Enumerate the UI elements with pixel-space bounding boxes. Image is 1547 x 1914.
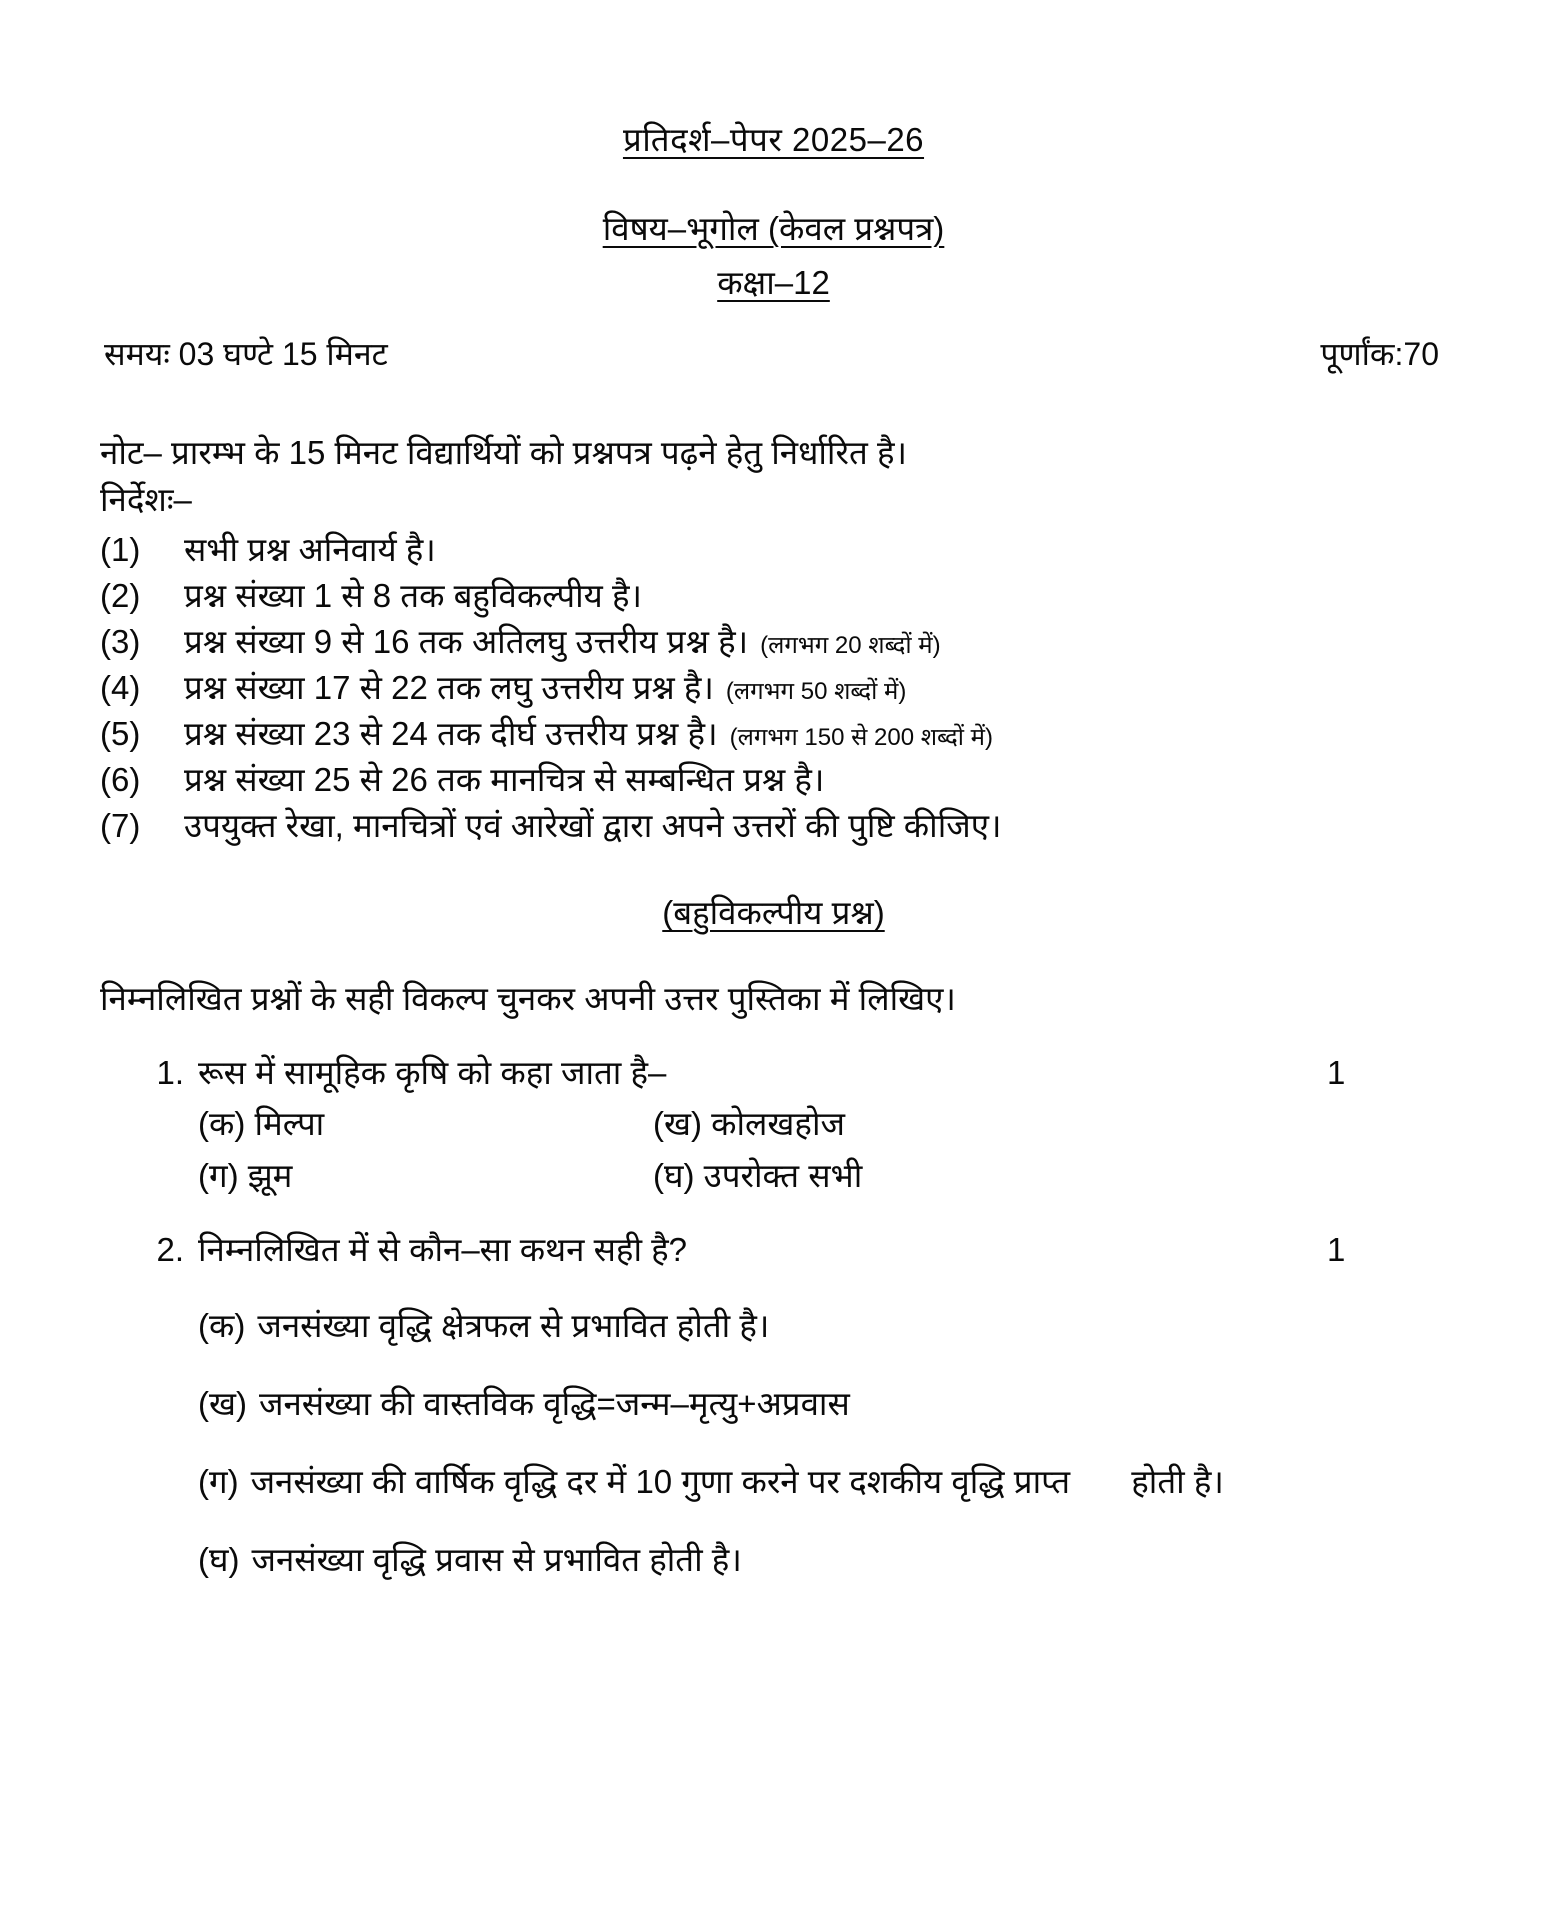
instruction-main: प्रश्न संख्या 17 से 22 तक लघु उत्तरीय प्रश्न है।: [184, 668, 714, 706]
class-heading: [100, 261, 1447, 306]
section-lead-instruction: निम्नलिखित प्रश्नों के सही विकल्प चुनकर अपनी उत्तर पुस्तिका में लिखिए।: [100, 980, 956, 1018]
page-title-text: प्रतिदर्श–पेपर 2025–26: [622, 121, 925, 158]
instruction-main: उपयुक्त रेखा, मानचित्रों एवं आरेखों द्वारा अपने उत्तरों की पुष्टि कीजिए।: [184, 806, 1002, 844]
option-row: [100, 1101, 1447, 1147]
question-heading: [100, 1228, 1447, 1273]
instruction-item: [100, 804, 1447, 848]
option-label: [251, 1458, 1241, 1506]
instruction-item: [100, 758, 1447, 802]
option-label: जनसंख्या वृद्धि प्रवास से प्रभावित होती है।: [251, 1540, 742, 1578]
question-marks: 1: [1327, 1230, 1346, 1268]
class-heading-text: कक्षा–12: [717, 264, 830, 302]
option-tag: (ख): [653, 1105, 702, 1143]
exam-duration: समयः 03 घण्टे 15 मिनट: [104, 335, 388, 372]
instruction-note: (लगभग 150 से 200 शब्दों में): [729, 723, 994, 751]
instruction-main: प्रश्न संख्या 25 से 26 तक मानचित्र से सम्बन्धित प्रश्न है।: [184, 760, 825, 798]
option-tag: (घ): [653, 1157, 695, 1195]
reading-time-note: नोट– प्रारम्भ के 15 मिनट विद्यार्थियों को प्रश्नपत्र पढ़ने हेतु निर्धारित है।: [100, 433, 907, 471]
option-label-line1: जनसंख्या की वार्षिक वृद्धि दर में 10 गुणा करने पर दशकीय वृद्धि प्राप्त: [250, 1462, 1071, 1500]
instruction-number: (3): [100, 623, 141, 661]
option-row: [100, 1153, 1447, 1199]
question-text: निम्नलिखित में से कौन–सा कथन सही है?: [198, 1230, 688, 1268]
instruction-text: [184, 758, 1447, 802]
question-text: रूस में सामूहिक कृषि को कहा जाता है–: [198, 1053, 667, 1091]
question-heading: [100, 1051, 1447, 1096]
option-tag: (ग): [198, 1462, 239, 1500]
instruction-item: [100, 574, 1447, 618]
option-label: उपरोक्त सभी: [703, 1157, 863, 1195]
instruction-number: (2): [100, 577, 141, 615]
instruction-text: [184, 804, 1447, 848]
instruction-text: [184, 666, 1447, 710]
option-list: [100, 1302, 1447, 1583]
instruction-text: [184, 712, 1447, 756]
subject-heading: [100, 207, 1447, 252]
option-label: जनसंख्या वृद्धि क्षेत्रफल से प्रभावित होती है।: [257, 1307, 770, 1345]
instruction-number: (7): [100, 806, 141, 844]
option-item[interactable]: [198, 1153, 653, 1199]
instruction-main: सभी प्रश्न अनिवार्य है।: [184, 531, 436, 569]
instruction-text: [184, 574, 1447, 618]
option-label: जनसंख्या की वास्तविक वृद्धि=जन्म–मृत्यु+अप्रवास: [258, 1384, 850, 1422]
exam-meta-row: [100, 332, 1447, 375]
option-tag: (ख): [198, 1384, 247, 1422]
question-marks: 1: [1327, 1053, 1346, 1091]
instruction-item: [100, 666, 1447, 710]
option-tag: (घ): [198, 1540, 240, 1578]
instruction-main: प्रश्न संख्या 9 से 16 तक अतिलघु उत्तरीय प्रश्न है।: [184, 623, 749, 661]
instruction-text: [184, 528, 1447, 572]
option-tag: (क): [198, 1105, 246, 1143]
instruction-item: [100, 528, 1447, 572]
option-item[interactable]: [198, 1380, 1447, 1428]
instruction-text: [184, 620, 1447, 664]
question-number: 1.: [156, 1053, 184, 1091]
instruction-number: (5): [100, 714, 141, 752]
question-block: [100, 1051, 1447, 1200]
option-item[interactable]: [198, 1302, 1447, 1350]
exam-total-marks: पूर्णांक:70: [1320, 335, 1439, 372]
option-label: मिल्पा: [254, 1105, 325, 1143]
instruction-number: (1): [100, 531, 141, 569]
directions-label: निर्देशः–: [100, 481, 192, 519]
page-title: [100, 118, 1447, 163]
option-item[interactable]: [198, 1101, 653, 1147]
subject-heading-text: विषय–भूगोल (केवल प्रश्नपत्र): [602, 209, 945, 247]
instructions-list: [100, 528, 1447, 847]
option-tag: (क): [198, 1307, 246, 1345]
option-tag: (ग): [198, 1157, 239, 1195]
instruction-note: (लगभग 20 शब्दों में): [760, 632, 941, 660]
instruction-item: [100, 620, 1447, 664]
option-item[interactable]: [198, 1458, 1447, 1506]
instruction-number: (6): [100, 760, 141, 798]
instruction-main: प्रश्न संख्या 23 से 24 तक दीर्घ उत्तरीय प्रश्न है।: [184, 714, 718, 752]
section-heading-text: (बहुविकल्पीय प्रश्न): [662, 894, 885, 932]
question-block: [100, 1228, 1447, 1584]
option-label: झूम: [247, 1157, 293, 1195]
option-item[interactable]: [653, 1153, 1108, 1199]
instruction-number: (4): [100, 668, 141, 706]
option-label-line2: होती है।: [1131, 1462, 1224, 1500]
instruction-item: [100, 712, 1447, 756]
section-heading: [100, 889, 1447, 934]
option-item[interactable]: [198, 1536, 1447, 1584]
option-item[interactable]: [653, 1101, 1108, 1147]
instruction-main: प्रश्न संख्या 1 से 8 तक बहुविकल्पीय है।: [184, 577, 642, 615]
instruction-note: (लगभग 50 शब्दों में): [725, 677, 907, 705]
option-label: कोलखहोज: [711, 1105, 845, 1143]
question-number: 2.: [156, 1230, 184, 1268]
